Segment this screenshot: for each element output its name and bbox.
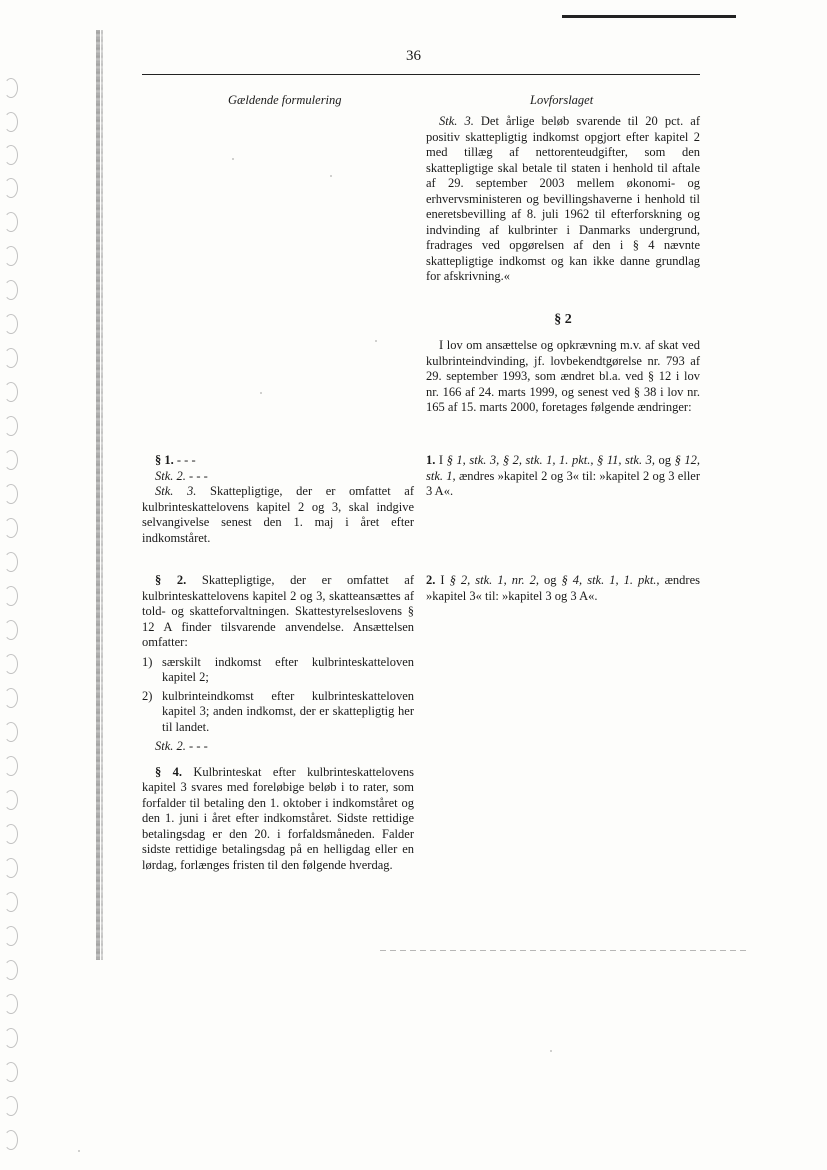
header-rule <box>142 74 700 75</box>
punch-hole <box>4 416 18 436</box>
punch-hole <box>4 212 18 232</box>
punch-hole <box>4 145 18 165</box>
punch-hole <box>4 1096 18 1116</box>
column-heading-current: Gældende formulering <box>228 93 342 107</box>
punch-hole <box>4 926 18 946</box>
paragraph-text: Skattepligtige, der er omfattet af kulbrinteskattelovens kapitel 2 og 3, skatteansættes af told- og skatteforvaltningen. Skattestyrelseslovens § 12 A finder tilsvarende anvendelse. Ansættelsen omfatter: <box>142 573 415 649</box>
bottom-rule <box>380 950 750 951</box>
stk-label: Stk. 2. <box>155 468 186 483</box>
punch-hole <box>4 1130 18 1150</box>
change-conjunction: og <box>658 453 672 467</box>
punch-hole <box>4 1028 18 1048</box>
punch-hole <box>4 112 18 132</box>
punch-hole <box>4 960 18 980</box>
punch-hole <box>4 722 18 742</box>
paragraph-text: - - - <box>189 468 208 483</box>
list-item-text: kulbrinteindkomst efter kulbrinteskatteloven kapitel 3; anden indkomst, der er skattepligtig her til landet. <box>162 688 414 734</box>
change-references: § 4, stk. 1, 1. pkt., <box>561 573 660 587</box>
punch-hole <box>4 450 18 470</box>
change-1 <box>426 453 700 500</box>
list-item <box>142 655 414 686</box>
punch-hole <box>4 824 18 844</box>
punch-hole <box>4 654 18 674</box>
section-label: § 1. <box>155 453 174 467</box>
punch-hole <box>4 756 18 776</box>
list-item-number: 1) <box>142 654 153 669</box>
punch-hole <box>4 790 18 810</box>
list-item-text: særskilt indkomst efter kulbrinteskatteloven kapitel 2; <box>162 654 414 684</box>
current-section-1 <box>142 453 414 469</box>
punch-hole <box>4 78 18 98</box>
scan-speck <box>260 392 262 394</box>
scan-speck <box>78 1150 80 1152</box>
current-section-4 <box>142 765 414 874</box>
stk-label: Stk. 2. <box>155 739 186 753</box>
change-2-block <box>426 573 700 604</box>
punch-hole <box>4 552 18 572</box>
scan-speck <box>375 340 377 342</box>
section-label: § 2. <box>155 573 187 587</box>
change-prefix: I <box>438 453 444 467</box>
punch-hole <box>4 1062 18 1082</box>
current-section-1-stk2 <box>142 469 414 485</box>
change-text: ændres »kapitel 3« til: »kapitel 3 og 3 A«. <box>426 573 701 603</box>
top-rule <box>562 15 736 18</box>
section-2-intro: I lov om ansættelse og opkrævning m.v. af skat ved kulbrinteindvinding, jf. lovbekendtgørelse nr. 793 af 29. september 1993, som ændret bl.a. ved § 12 i lov nr. 166 af 24. marts 1999, og senest ved § 38 i lov nr. 165 af 15. marts 2000, foretages følgende ændringer: <box>426 338 700 414</box>
punch-hole <box>4 246 18 266</box>
section-2-heading: § 2 <box>554 312 572 327</box>
current-section-1-block <box>142 453 414 546</box>
current-section-2-block <box>142 573 414 873</box>
punch-hole <box>4 518 18 538</box>
page-number: 36 <box>406 48 421 64</box>
punch-hole <box>4 382 18 402</box>
binder-strip-shadow <box>101 30 103 960</box>
column-heading-proposal: Lovforslaget <box>530 93 594 107</box>
punch-hole <box>4 620 18 640</box>
scan-speck <box>330 175 332 177</box>
punch-hole <box>4 484 18 504</box>
punch-hole <box>4 688 18 708</box>
section-label: § 4. <box>155 764 183 779</box>
stk-label: Stk. 3. <box>155 484 197 498</box>
scan-speck <box>232 158 234 160</box>
punch-hole <box>4 348 18 368</box>
list-item <box>142 689 414 736</box>
section-2-intro-block <box>426 338 700 416</box>
paragraph-text: Skattepligtige, der er omfattet af kulbrinteskattelovens kapitel 2 og 3, skal indgive selvangivelse senest den 1. maj i året efter indkomståret. <box>142 484 415 545</box>
punch-hole <box>4 178 18 198</box>
proposal-stk3-paragraph <box>426 114 700 285</box>
binder-strip <box>96 30 100 960</box>
list-item-number: 2) <box>142 688 153 703</box>
current-section-2 <box>142 573 414 651</box>
change-conjunction: og <box>544 573 557 587</box>
change-2 <box>426 573 700 604</box>
punch-hole <box>4 586 18 606</box>
assessment-list <box>142 655 414 736</box>
paragraph-text: - - - <box>189 739 208 753</box>
punch-hole <box>4 858 18 878</box>
stk-label: Stk. 3. <box>439 114 474 128</box>
change-1-block <box>426 453 700 500</box>
change-references: § 12, stk. 1, <box>426 453 701 483</box>
change-references: § 1, stk. 3, § 2, stk. 1, 1. pkt., § 11, stk. 3, <box>446 453 655 467</box>
change-number: 2. <box>426 573 436 587</box>
punch-hole <box>4 994 18 1014</box>
paragraph-text: Kulbrinteskat efter kulbrinteskattelovens kapitel 3 svares med foreløbige beløb i to rater, som forfalder til betaling den 1. oktober i indkomståret og den 1. juni i året efter indkomståret. Sidste rettidige betalingsdag er den 20. i forfaldsmåneden. Falder sidste rettidige betalingsdag på en helligdag eller en lørdag, forlænges fristen til den følgende hverdag. <box>142 764 415 872</box>
proposal-stk3-block <box>426 114 700 285</box>
punch-hole <box>4 892 18 912</box>
punch-hole <box>4 314 18 334</box>
paragraph-text: - - - <box>176 453 196 467</box>
punch-hole <box>4 280 18 300</box>
current-section-1-stk3 <box>142 484 414 546</box>
change-prefix: I <box>440 573 445 587</box>
scan-speck <box>550 1050 552 1052</box>
current-section-2-stk2 <box>142 739 414 755</box>
change-number: 1. <box>426 453 436 467</box>
change-references: § 2, stk. 1, nr. 2, <box>449 573 539 587</box>
paragraph-text: Det årlige beløb svarende til 20 pct. af positiv skattepligtig indkomst opgjort efter kapitel 2 med tillæg af nettorenteudgifter, som den skattepligtige skal betale til staten i henhold til aftale af 29. september 2003 mellem økonomi- og erhvervsministeren og bevillingshaverne i henhold til eneretsbevilling af 8. juli 1962 til efterforskning og indvinding af kulbrinter i Danmarks undergrund, fradrages ved opgørelsen af den i § 4 nævnte skattepligtige indkomst og kan ikke danne grundlag for afskrivning.« <box>426 114 700 283</box>
change-text: ændres »kapitel 2 og 3« til: »kapitel 2 og 3 eller 3 A«. <box>426 468 701 498</box>
